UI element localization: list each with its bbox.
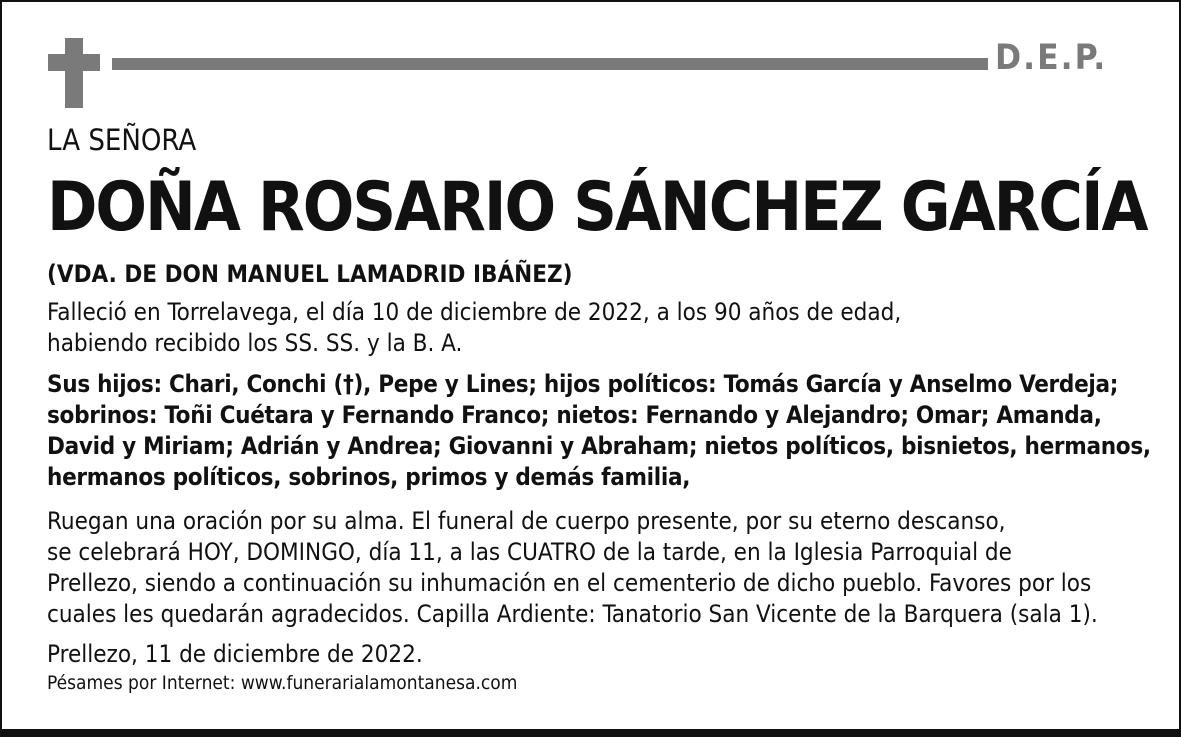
funeral-line: Prellezo, siendo a continuación su inhumación en el cementerio de dicho pueblo. Favores por los (47, 569, 1092, 597)
header-rule (112, 58, 988, 70)
family-list (47, 369, 1151, 493)
death-notice (47, 297, 901, 359)
intro-label: LA SEÑORA (47, 123, 197, 157)
funeral-line: cuales les quedarán agradecidos. Capilla Ardiente: Tanatorio San Vicente de la Barquera (sala 1). (47, 600, 1098, 628)
death-notice-line: habiendo recibido los SS. SS. y la B. A. (47, 329, 463, 357)
cross-vertical-bar (65, 38, 83, 108)
condolences-web: Pésames por Internet: www.funerarialamontanesa.com (47, 672, 518, 694)
family-line: hermanos políticos, sobrinos, primos y demás familia, (47, 463, 691, 491)
family-line: sobrinos: Toñi Cuétara y Fernando Franco; nietos: Fernando y Alejandro; Omar; Amanda, (47, 401, 1102, 429)
funeral-line: se celebrará HOY, DOMINGO, día 11, a las CUATRO de la tarde, en la Iglesia Parroquial de (47, 538, 1012, 566)
death-notice-line: Falleció en Torrelavega, el día 10 de diciembre de 2022, a los 90 años de edad, (47, 298, 902, 326)
funeral-line: Ruegan una oración por su alma. El funeral de cuerpo presente, por su eterno descanso, (47, 507, 1006, 535)
deceased-name: DOÑA ROSARIO SÁNCHEZ GARCÍA (47, 167, 1147, 246)
family-line: Sus hijos: Chari, Conchi (†), Pepe y Lines; hijos políticos: Tomás García y Anselmo Verdeja; (47, 370, 1119, 398)
family-line: David y Miriam; Adrián y Andrea; Giovanni y Abraham; nietos políticos, bisnietos, hermanos, (47, 432, 1151, 460)
widow-of: (VDA. DE DON MANUEL LAMADRID IBÁÑEZ) (47, 260, 573, 288)
dep-label: D.E.P. (995, 38, 1108, 78)
funeral-details (47, 506, 1098, 630)
cross-horizontal-bar (48, 54, 100, 71)
place-date: Prellezo, 11 de diciembre de 2022. (47, 640, 423, 668)
